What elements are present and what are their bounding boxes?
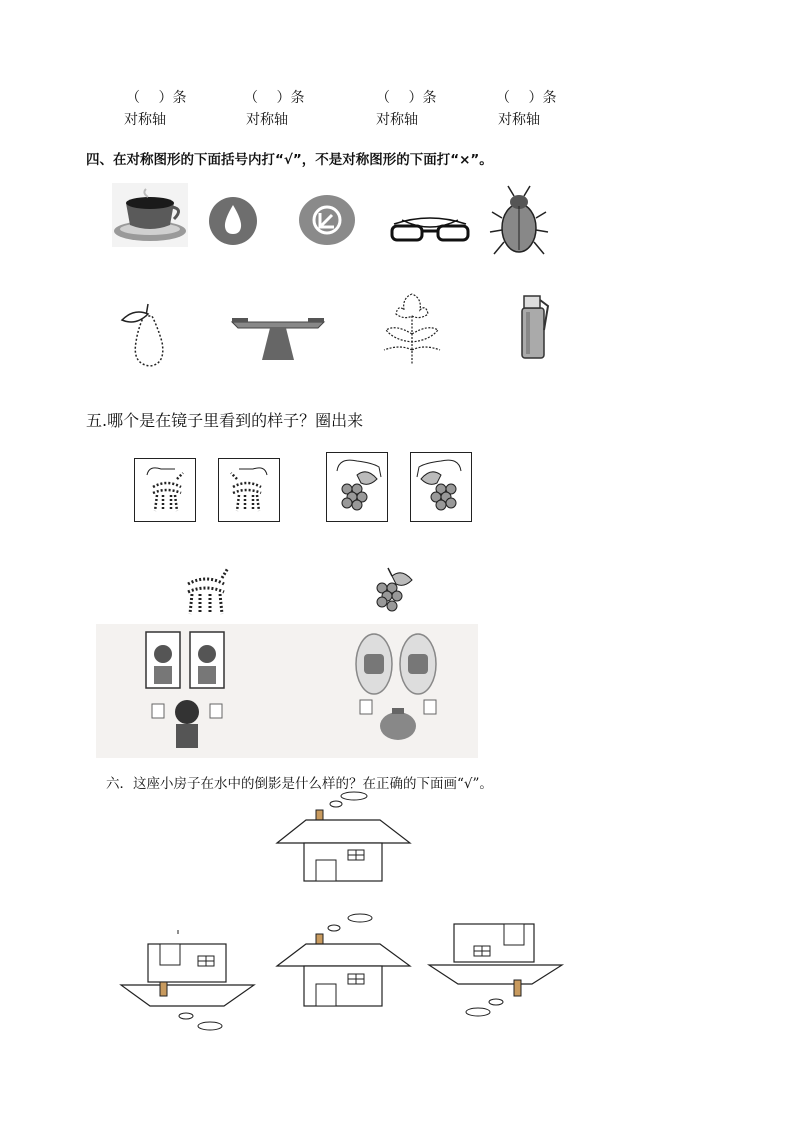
house-original: [276, 790, 412, 884]
grapes-icon: [372, 566, 416, 616]
house-option-a[interactable]: [120, 928, 256, 1032]
section6-title: 六．这座小房子在水中的倒影是什么样的？在正确的下面画“√”。: [106, 776, 493, 792]
zebra-icon: [182, 562, 232, 616]
axis-blank-2[interactable]: （ ）条: [244, 90, 305, 106]
section4-title: 四、在对称图形的下面括号内打“√”，不是对称图形的下面打“×”。: [86, 152, 493, 168]
grapes-icon: [333, 457, 383, 517]
teapot-photo: [354, 630, 454, 750]
zebra-option-b[interactable]: [218, 458, 280, 522]
grapes-option-a[interactable]: [326, 452, 388, 522]
arrow-circle-icon[interactable]: [298, 194, 356, 246]
zebra-option-a[interactable]: [134, 458, 196, 522]
balance-scale-icon[interactable]: [230, 318, 326, 362]
girl-photo: [146, 632, 276, 752]
flower-icon[interactable]: [378, 290, 446, 366]
axis-blank-1[interactable]: （ ）条: [126, 90, 187, 106]
axis-label-2: 对称轴: [246, 112, 288, 128]
axis-label-1: 对称轴: [124, 112, 166, 128]
axis-blank-3[interactable]: （ ）条: [376, 90, 437, 106]
zebra-icon: [145, 465, 187, 515]
house-option-c[interactable]: [428, 922, 564, 1022]
beetle-icon[interactable]: [490, 184, 548, 260]
pear-icon[interactable]: [116, 298, 172, 368]
grapes-icon: [415, 457, 465, 517]
grapes-option-b[interactable]: [410, 452, 472, 522]
mirror-photo-strip: [96, 624, 478, 758]
zebra-icon: [227, 465, 269, 515]
glasses-icon[interactable]: [388, 214, 472, 244]
axis-label-4: 对称轴: [498, 112, 540, 128]
axis-blank-4[interactable]: （ ）条: [496, 90, 557, 106]
thermos-icon[interactable]: [514, 290, 554, 362]
axis-label-3: 对称轴: [376, 112, 418, 128]
section5-title: 五.哪个是在镜子里看到的样子？圈出来: [86, 411, 364, 430]
coffee-cup-icon[interactable]: [112, 183, 188, 247]
water-drop-icon[interactable]: [208, 196, 258, 246]
house-option-b[interactable]: [276, 910, 412, 1008]
